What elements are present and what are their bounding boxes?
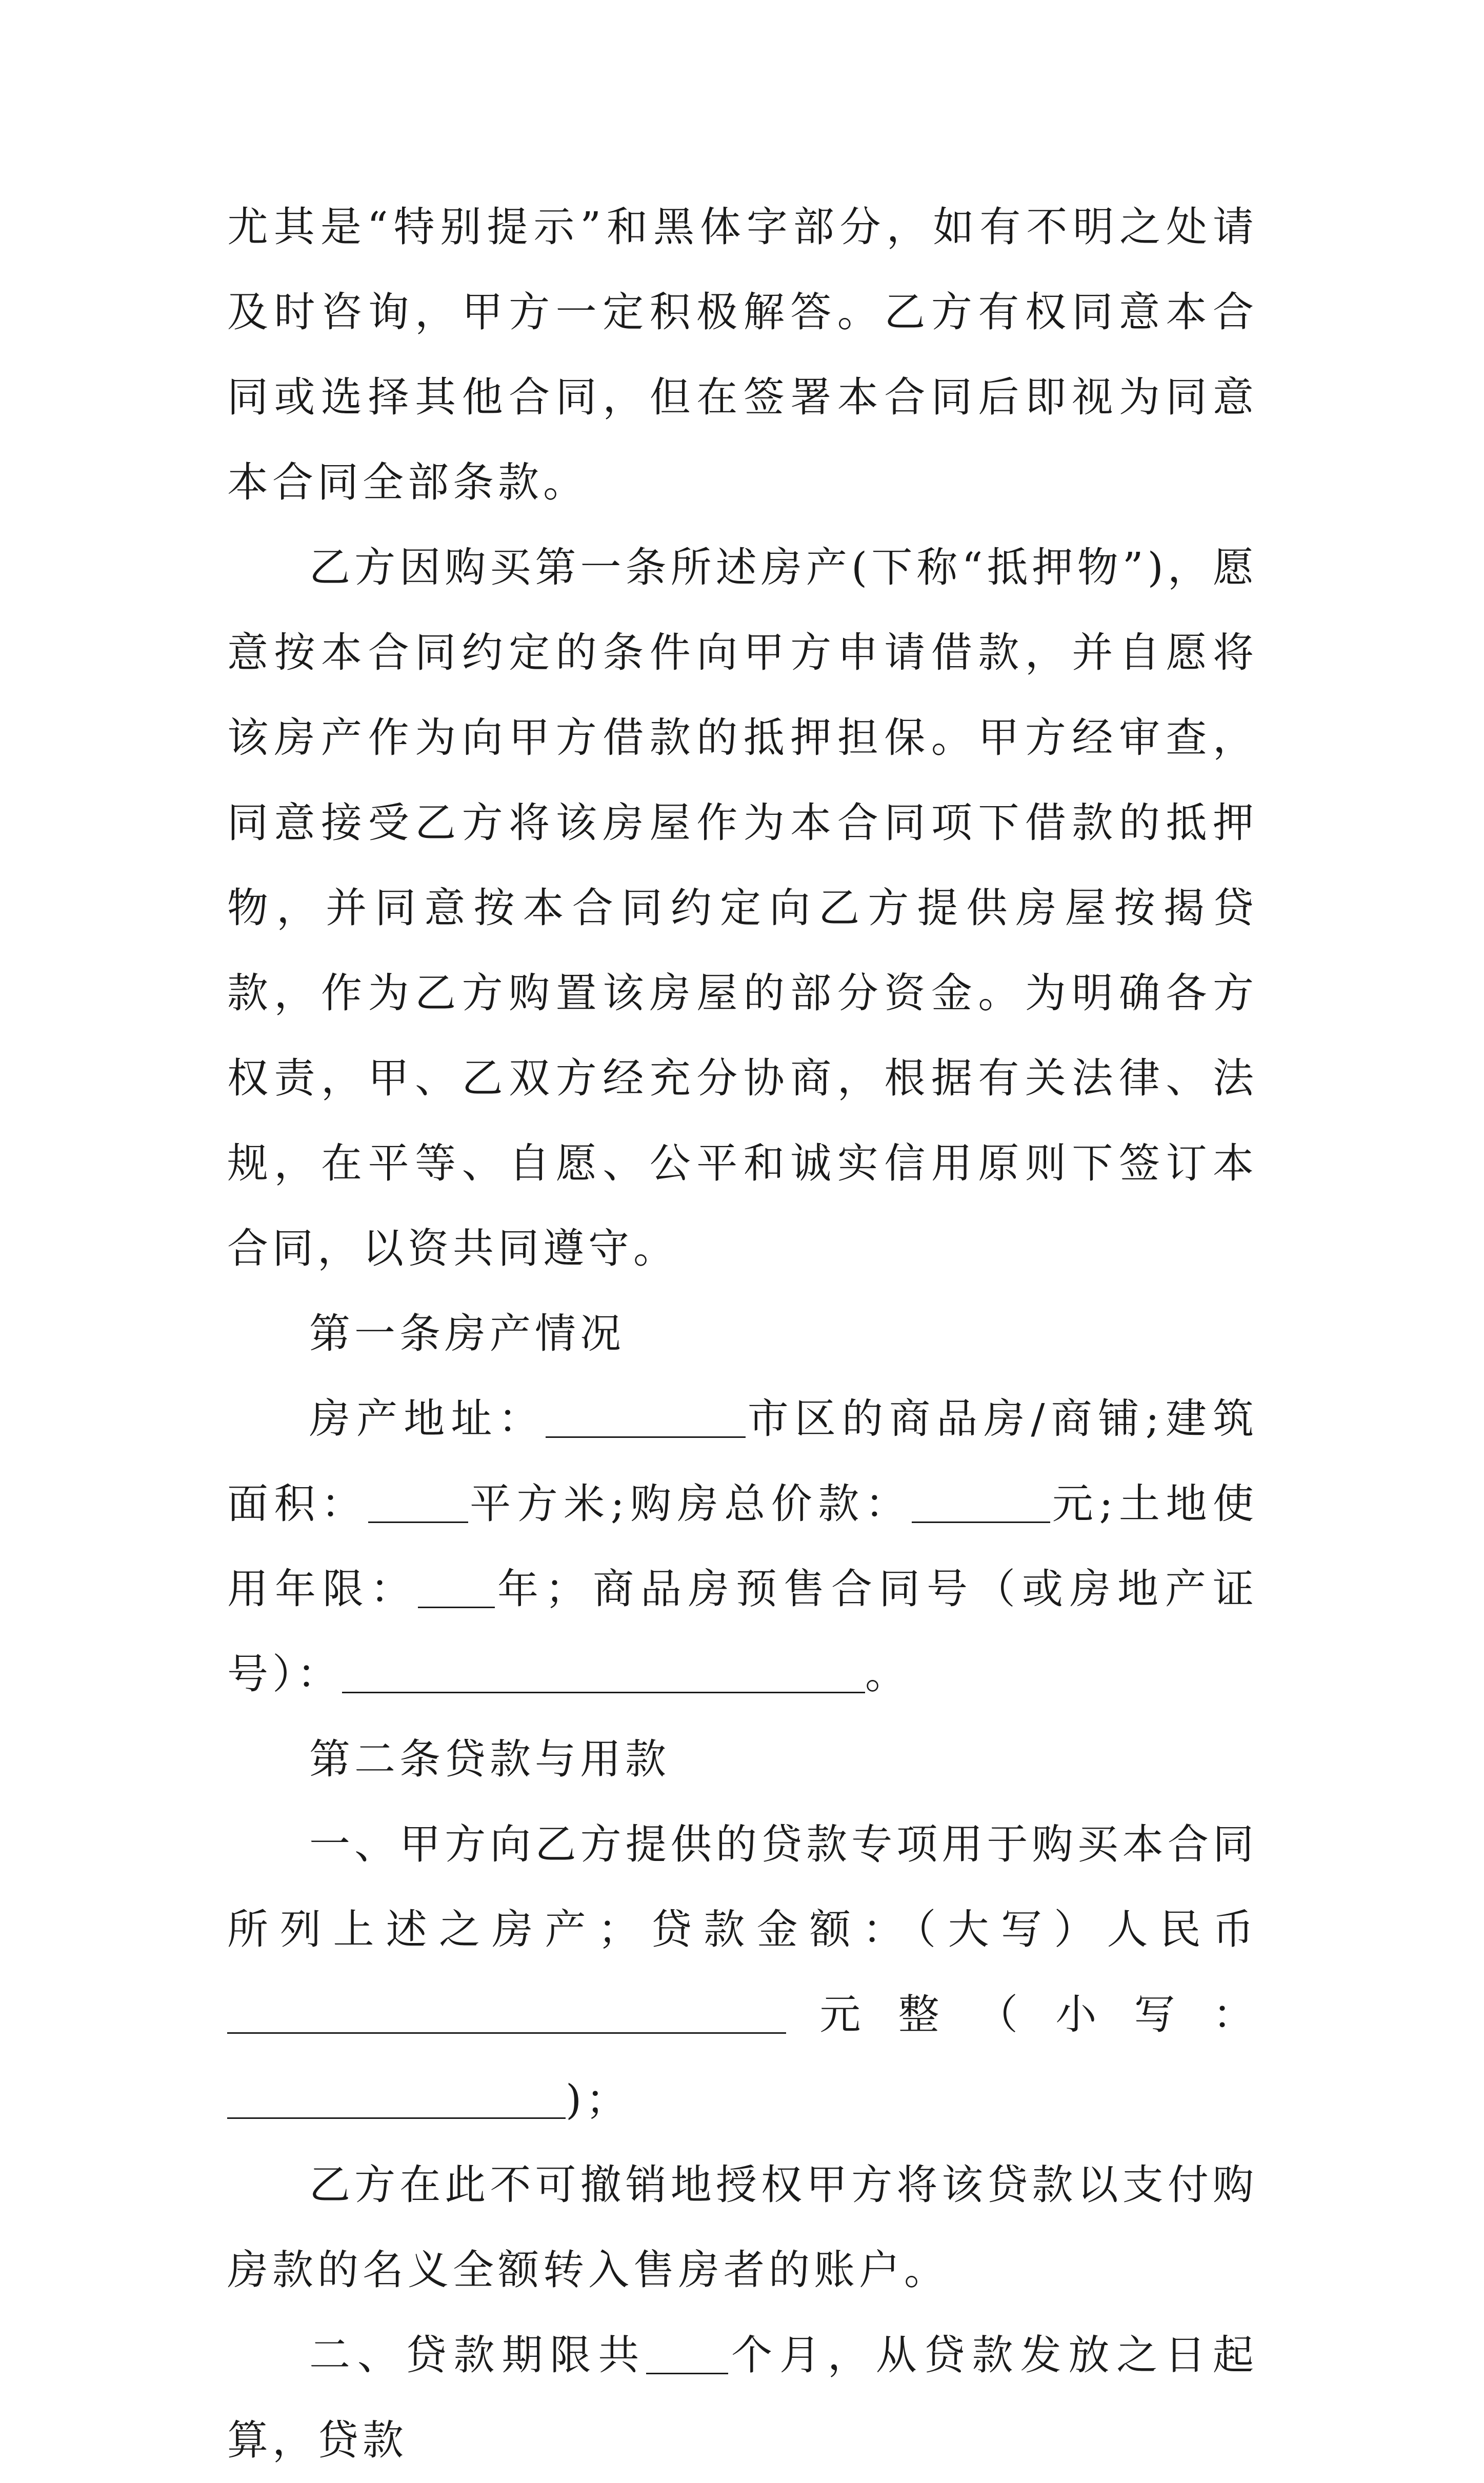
paragraph-notice: 尤其是“特别提示”和黑体字部分，如有不明之处请及时咨询，甲方一定积极解答。乙方有权同意本合同或选择其他合同，但在签署本合同后即视为同意本合同全部条款。 xyxy=(227,203,1258,506)
text-loan-term-suffix: 个月，从贷款发放之日起算，贷款 xyxy=(227,2331,1258,2464)
text-amount-lowercase: 元整（小写： xyxy=(786,1991,1258,2038)
area-blank[interactable] xyxy=(368,1480,468,1523)
amount-uppercase-blank[interactable] xyxy=(227,1991,786,2034)
text-loan-amount: 一、甲方向乙方提供的贷款专项用于购买本合同所列上述之房产；贷款金额：（大写）人民币 xyxy=(227,1820,1258,1953)
article-2-title: 第二条贷款与用款 xyxy=(309,1735,670,1783)
article-1-property-info xyxy=(227,1376,1258,1717)
land-years-blank[interactable] xyxy=(418,1566,495,1608)
contract-body xyxy=(227,185,1258,2483)
price-blank[interactable] xyxy=(912,1480,1050,1523)
article-1-title: 第一条房产情况 xyxy=(309,1310,625,1357)
text-loan-term-prefix: 二、贷款期限共 xyxy=(309,2331,647,2379)
text-price-unit-land: 元;土地使用年限： xyxy=(227,1480,1258,1613)
text-close: )； xyxy=(566,2076,631,2124)
label-property-address: 房产地址： xyxy=(309,1395,546,1443)
paragraph-authorization: 乙方在此不可撤销地授权甲方将该贷款以支付购房款的名义全额转入售房者的账户。 xyxy=(227,2161,1258,2294)
text-city-area: 市区的商品房/商铺;建筑面积： xyxy=(227,1395,1258,1528)
contract-number-blank[interactable] xyxy=(342,1651,865,1693)
text-years-contract: 年；商品房预售合同号（或房地产证号）： xyxy=(227,1565,1258,1698)
paragraph-loan-purpose: 乙方因购买第一条所述房产(下称“抵押物”)，愿意按本合同约定的条件向甲方申请借款，并自愿将该房产作为向甲方借款的抵押担保。甲方经审查，同意接受乙方将该房屋作为本合同项下借款的抵押物，并同意按本合同约定向乙方提供房屋按揭贷款，作为乙方购置该房屋的部分资金。为明确各方权责，甲、乙双方经充分协商，根据有关法律、法规，在平等、自愿、公平和诚实信用原则下签订本合同，以资共同遵守。 xyxy=(227,544,1258,1272)
article-2-item-1 xyxy=(227,1802,1258,2142)
amount-lowercase-blank[interactable] xyxy=(227,2076,566,2119)
text-area-unit-price: 平方米;购房总价款： xyxy=(468,1480,912,1528)
loan-term-blank[interactable] xyxy=(646,2332,728,2374)
address-blank[interactable] xyxy=(546,1395,746,1438)
article-2-item-2 xyxy=(227,2313,1258,2483)
text-end-period: 。 xyxy=(865,1650,910,1698)
